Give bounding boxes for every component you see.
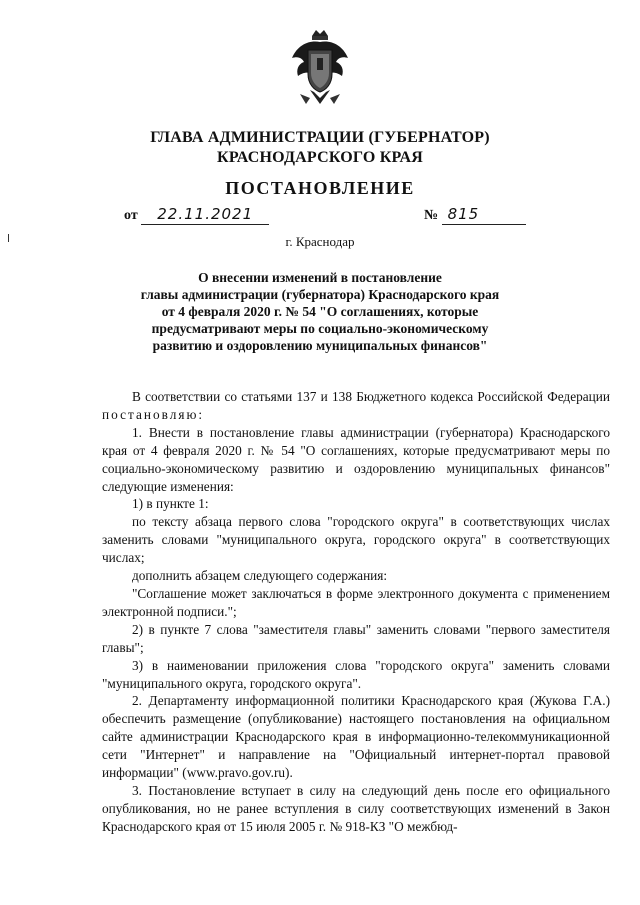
date-value: 22.11.2021 — [157, 205, 254, 223]
preamble-text: В соответствии со статьями 137 и 138 Бюджетного кодекса Российской Федерации — [132, 389, 610, 404]
paragraph-replace-1: по тексту абзаца первого слова "городского округа" в соответствующих числах заменить словами "муниципального округа, городского округа" в соответствующих числах; — [102, 514, 610, 566]
subject-line-1: О внесении изменений в постановление — [198, 270, 442, 285]
date-block — [124, 205, 269, 225]
paragraph-subitem-1: 1) в пункте 1: — [132, 496, 209, 512]
document-body — [102, 388, 610, 836]
paragraph-preamble — [102, 388, 610, 424]
document-subject — [0, 269, 640, 354]
coat-of-arms-icon — [288, 28, 352, 110]
paragraph-item-3: 3. Постановление вступает в силу на следующий день после его официального опубликования, но не ранее вступления в силу соответствующих изменений в Закон Краснодарского края от 15 июля 2005 г. № 918-КЗ "О межбюд- — [102, 782, 610, 834]
issuer-line-2: КРАСНОДАРСКОГО КРАЯ — [217, 149, 423, 166]
number-block — [424, 205, 526, 225]
city-line: г. Краснодар — [285, 234, 355, 249]
paragraph-item-2: 2. Департаменту информационной политики Краснодарского края (Жукова Г.А.) обеспечить размещение (опубликование) настоящего постановления на официальном сайте администрации Краснодарского края в информационно-телекоммуникационной сети "Интернет" и направление на "Официальный интернет-портал правовой информации" (www.pravo.gov.ru). — [102, 693, 610, 781]
date-label: от — [124, 208, 138, 223]
subject-line-4: предусматривают меры по социально-экономическому — [151, 321, 489, 336]
number-label: № — [424, 208, 439, 223]
number-field — [442, 205, 526, 225]
subject-line-2: главы администрации (губернатора) Краснодарского края — [140, 287, 500, 302]
paragraph-subitem-2: 2) в пункте 7 слова "заместителя главы" заменить словами "первого заместителя главы"; — [102, 621, 610, 655]
paragraph-subitem-3: 3) в наименовании приложения слова "городского округа" заменить словами "муниципального округа, городского округа". — [102, 657, 610, 691]
subject-line-5: развитию и оздоровлению муниципальных финансов" — [152, 338, 488, 353]
issuer-title — [0, 128, 640, 168]
issuer-line-1: ГЛАВА АДМИНИСТРАЦИИ (ГУБЕРНАТОР) — [150, 129, 490, 146]
paragraph-item-1: 1. Внести в постановление главы администрации (губернатора) Краснодарского края от 4 февраля 2020 г. № 54 "О соглашениях, которые предусматривают меры по социально-экономическому развитию и оздоровлению муниципальных финансов" следующие изменения: — [102, 424, 610, 494]
document-type: ПОСТАНОВЛЕНИЕ — [225, 178, 415, 198]
paragraph-supplement: дополнить абзацем следующего содержания: — [132, 568, 388, 584]
subject-line-3: от 4 февраля 2020 г. № 54 "О соглашениях, которые — [161, 304, 479, 319]
preamble-decree-word: постановляю: — [102, 406, 205, 422]
paragraph-quote: "Соглашение может заключаться в форме электронного документа с применением электронной подписи."; — [102, 585, 610, 619]
number-value: 815 — [447, 205, 480, 223]
date-field — [141, 205, 269, 225]
